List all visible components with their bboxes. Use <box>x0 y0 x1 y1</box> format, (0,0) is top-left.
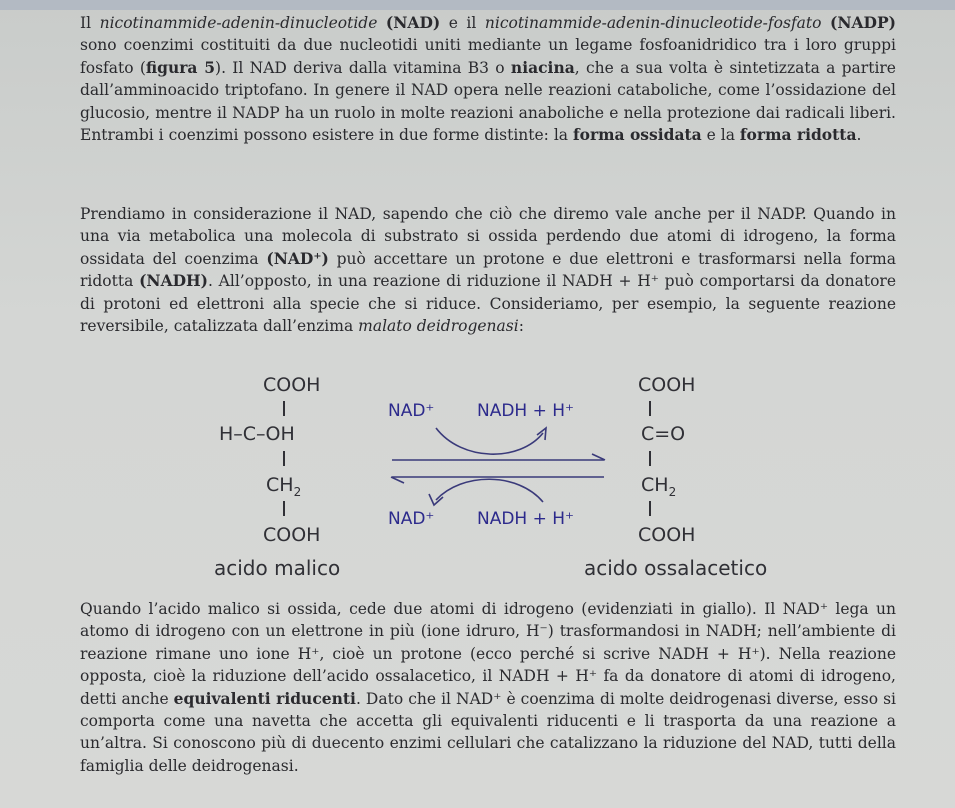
text-run: Il <box>80 14 100 32</box>
oxaloacetic-cooh-bottom: COOH <box>638 524 696 546</box>
malic-cooh-bottom: COOH <box>263 524 321 546</box>
text-run: e il <box>440 14 485 32</box>
bold-term: niacina <box>510 57 575 77</box>
text-run: : <box>518 317 524 336</box>
bold-term: (NAD⁺) <box>266 248 329 268</box>
bold-term: (NADP) <box>830 13 896 32</box>
text-run: può accettare un protone e due elettroni e trasformarsi nella forma ridotta <box>80 249 896 291</box>
forward-arrow <box>392 454 605 460</box>
top-nadh-h-plus: NADH + H⁺ <box>477 401 575 421</box>
top-nad-plus: NAD⁺ <box>388 401 435 421</box>
bold-term: figura 5 <box>145 57 216 77</box>
bold-term: (NADH) <box>139 271 209 291</box>
oxaloacetic-acid-label: acido ossalacetico <box>584 556 768 580</box>
text-run: sono coenzimi costituiti da due nucleotidi uniti mediante un legame fosfoanidridico tra i loro gruppi fosfato ( <box>80 36 896 77</box>
text-run: . <box>856 126 862 145</box>
text-run: e la <box>701 126 740 145</box>
text-run: Quando l’acido malico si ossida, cede due atomi di idrogeno (evidenziati in giallo). Il NAD⁺ lega un atomo di idrogeno con un elettrone in più (ione idruro, H⁻) trasformandosi in NADH; nell’ambiente di reazione rimane uno ione H⁺, cioè un protone (ecco perché si scrive NADH + H⁺). Nella reazione opposta, cioè la riduzione dell’acido ossalacetico, il NADH + H⁺ fa da donatore di atomi di idrogeno, detti anche <box>80 600 896 708</box>
bottom-nad-plus: NAD⁺ <box>388 509 435 529</box>
text-run: Prendiamo in considerazione il NAD, sapendo che ciò che diremo vale anche per il NADP. Quando in una via metabolica una molecola di substrato si ossida perdendo due atomi di idrogeno, la forma ossidata del coenzima <box>80 205 896 268</box>
malic-hcoh: H–C–OH <box>219 423 295 445</box>
text-run: , che a sua volta è sintetizzata a partire dall’amminoacido triptofano. In genere il NAD opera nelle reazioni cataboliche, come l’ossidazione del glucosio, mentre il NADP ha un ruolo in molte reazioni anaboliche e nella protezione dai radicali liberi. Entrambi i coenzimi possono esistere in due forme distinte: la <box>80 58 896 145</box>
oxaloacetic-ch2: $CH_2$ <box>641 474 677 499</box>
bold-term: equivalenti riducenti <box>173 688 356 708</box>
bottom-nadh-h-plus: NADH + H⁺ <box>477 509 575 529</box>
italic-term: nicotinammide-adenin-dinucleotide <box>99 14 378 32</box>
text-run: . All’opposto, in una reazione di riduzione il NADH + H⁺ può comportarsi da donatore di protoni ed elettroni alla specie che si riduce. Consideriamo, per esempio, la seguente reazione reversibile, catalizzata dall’enzima <box>80 272 897 336</box>
malic-cooh-top: COOH <box>263 374 321 396</box>
bottom-curved-arrow <box>436 479 543 502</box>
bold-term: forma ridotta <box>739 125 857 145</box>
italic-term: malato deidrogenasi <box>358 317 519 336</box>
oxaloacetic-co: C=O <box>641 423 686 445</box>
oxaloacetic-cooh-top: COOH <box>638 374 696 396</box>
malic-ch2: $CH_2$ <box>266 474 302 499</box>
paragraph-malic-oxidation <box>80 598 896 777</box>
bold-term: (NAD) <box>385 13 441 32</box>
italic-term: nicotinammide-adenin-dinucleotide-fosfato <box>484 14 822 32</box>
top-curved-arrow <box>436 428 543 454</box>
text-run: . Dato che il NAD⁺ è coenzima di molte deidrogenasi diverse, esso si comporta come una navetta che accetta gli equivalenti riducenti e li trasporta da una reazione a un’altra. Si conoscono più di duecento enzimi cellulari che catalizzano la riduzione del NAD, tutti della famiglia delle deidrogenasi. <box>80 689 896 775</box>
bold-term: forma ossidata <box>572 125 702 145</box>
malic-acid-label: acido malico <box>214 556 341 580</box>
text-run: ). Il NAD deriva dalla vitamina B3 o <box>215 58 511 77</box>
